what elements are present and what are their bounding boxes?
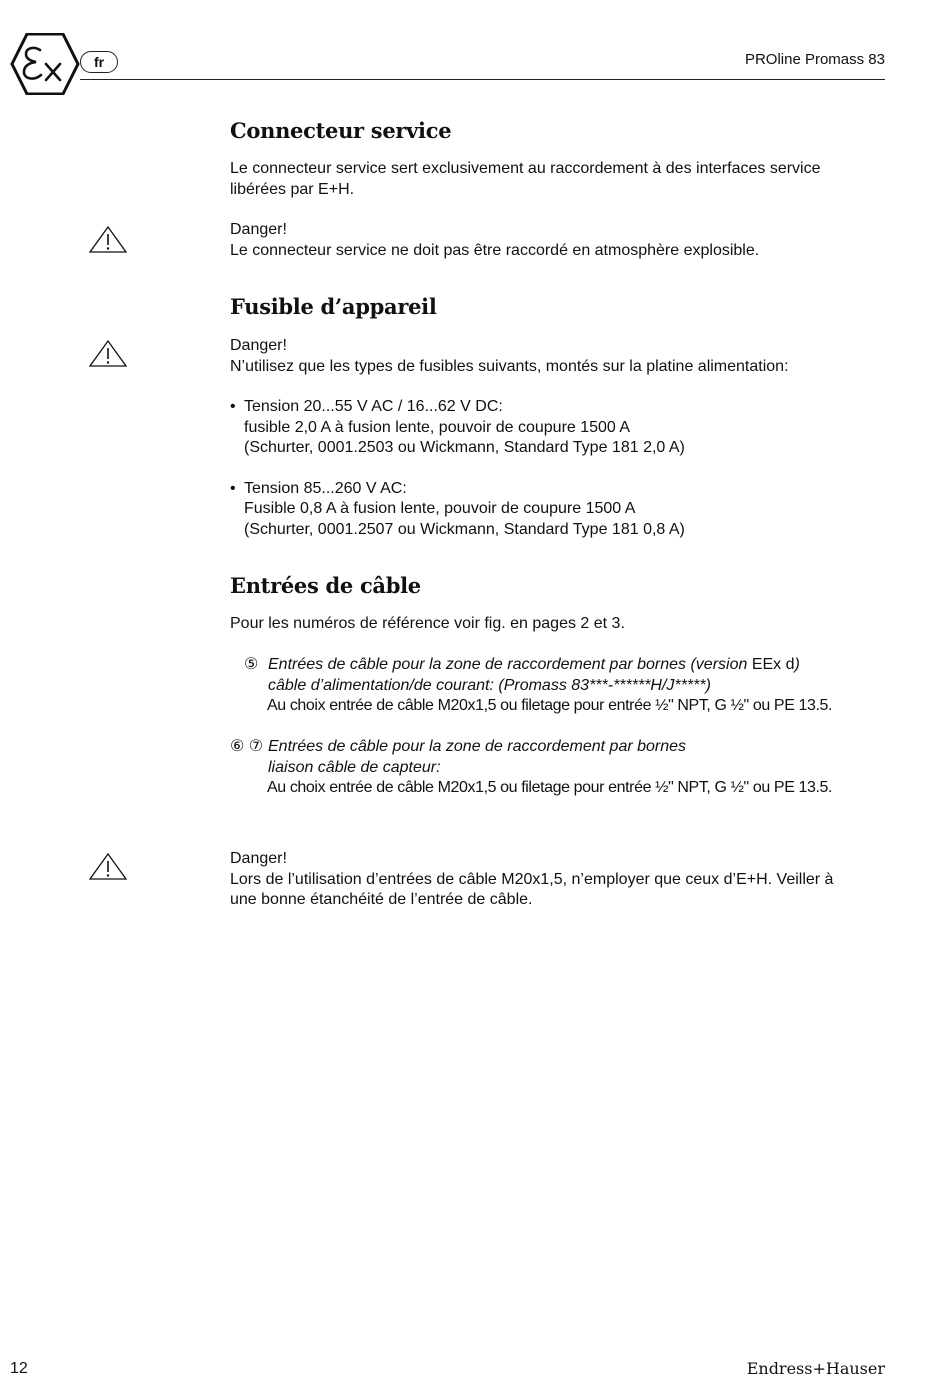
warning-triangle-icon bbox=[88, 853, 128, 880]
fuse-item-line2: Fusible 0,8 A à fusion lente, pouvoir de coupure 1500 A bbox=[244, 500, 636, 517]
fuse-item-line1: Tension 20...55 V AC / 16...62 V DC: bbox=[244, 398, 503, 415]
ref-normal-line: Au choix entrée de câble M20x1,5 ou filetage pour entrée ½" NPT, G ½" ou PE 13.5. bbox=[267, 779, 833, 796]
fuse-item-line3: (Schurter, 0001.2503 ou Wickmann, Standard Type 181 2,0 A) bbox=[244, 439, 685, 456]
ref-number: ⑥ ⑦ bbox=[230, 738, 264, 755]
bullet-marker: • bbox=[230, 479, 236, 497]
fusible-danger-label: Danger! bbox=[230, 337, 287, 354]
page-number: 12 bbox=[10, 1360, 28, 1377]
header-divider bbox=[80, 79, 885, 80]
connecteur-text-line1: Le connecteur service sert exclusivement au raccordement à des interfaces service bbox=[230, 160, 821, 177]
fuse-item-line3: (Schurter, 0001.2507 ou Wickmann, Standard Type 181 0,8 A) bbox=[244, 520, 685, 538]
entrees-intro: Pour les numéros de référence voir fig. en pages 2 et 3. bbox=[230, 615, 625, 632]
warning-triangle-icon bbox=[88, 340, 128, 367]
header-product-title: PROline Promass 83 bbox=[744, 51, 885, 68]
entrees-danger-text-line2: une bonne étanchéité de l’entrée de câble. bbox=[230, 891, 533, 908]
brand-name: Endress+Hauser bbox=[746, 1359, 885, 1378]
ref-normal-line: Au choix entrée de câble M20x1,5 ou filetage pour entrée ½" NPT, G ½" ou PE 13.5. bbox=[267, 697, 833, 714]
ref-italic-line1: Entrées de câble pour la zone de raccordement par bornes (version EEx d) bbox=[268, 656, 800, 673]
section-title-entrees: Entrées de câble bbox=[230, 573, 421, 598]
ref-italic-line2: liaison câble de capteur: bbox=[268, 758, 441, 776]
ex-logo-icon bbox=[10, 33, 80, 95]
bullet-marker: • bbox=[230, 398, 236, 415]
fuse-item-line1: Tension 85...260 V AC: bbox=[244, 479, 407, 497]
fuse-item-line2: fusible 2,0 A à fusion lente, pouvoir de coupure 1500 A bbox=[244, 418, 631, 436]
entrees-danger-text-line1: Lors de l’utilisation d’entrées de câble M20x1,5, n’employer que ceux d’E+H. Veiller à bbox=[230, 870, 834, 888]
ref-italic-line1: Entrées de câble pour la zone de raccordement par bornes bbox=[268, 738, 687, 755]
connecteur-text-line2: libérées par E+H. bbox=[230, 180, 355, 198]
connecteur-danger-text: Le connecteur service ne doit pas être raccordé en atmosphère explosible. bbox=[230, 241, 760, 259]
fusible-danger-text: N’utilisez que les types de fusibles suivants, montés sur la platine alimentation: bbox=[230, 357, 789, 375]
entrees-danger-label: Danger! bbox=[230, 850, 287, 867]
ref-italic-line2: câble d’alimentation/de courant: (Promass 83***-******H/J*****) bbox=[268, 676, 711, 694]
ref-number: ⑤ bbox=[244, 656, 259, 673]
language-badge: fr bbox=[80, 51, 118, 73]
connecteur-danger-label: Danger! bbox=[230, 221, 287, 238]
warning-triangle-icon bbox=[88, 226, 128, 253]
section-title-connecteur: Connecteur service bbox=[230, 118, 452, 143]
section-title-fusible: Fusible d’appareil bbox=[230, 294, 437, 319]
